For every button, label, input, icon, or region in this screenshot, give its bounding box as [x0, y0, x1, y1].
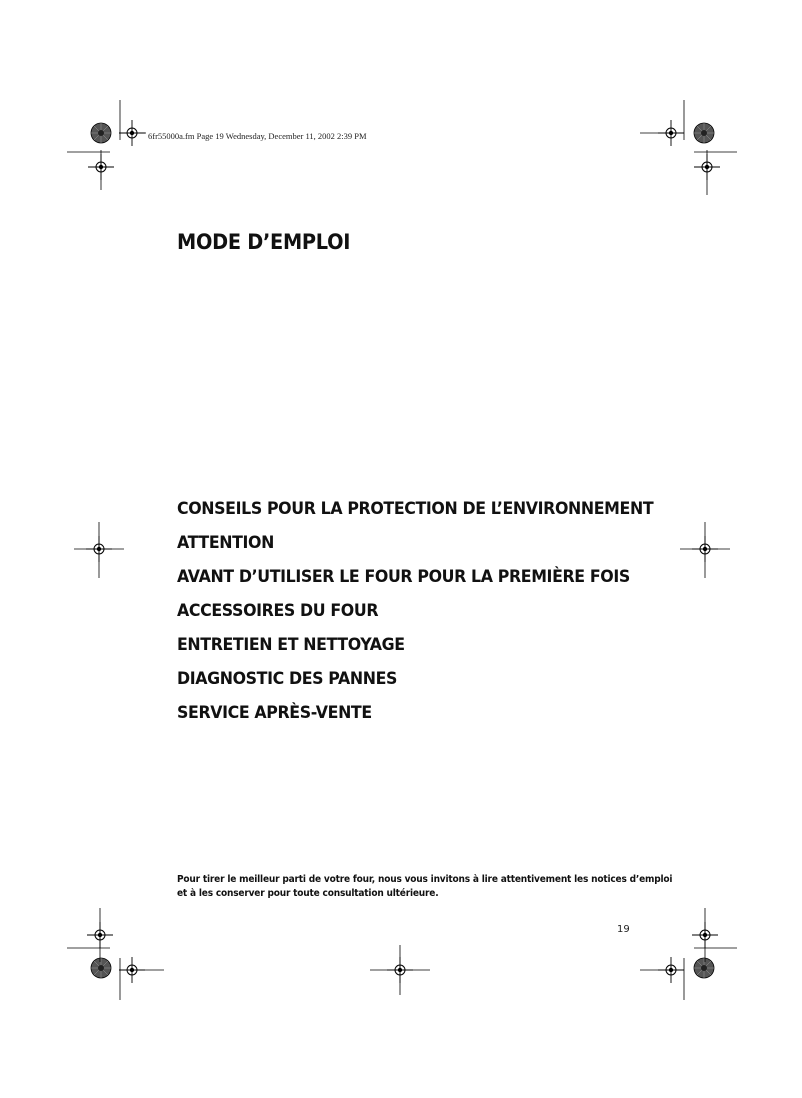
section-heading: SERVICE APRÈS-VENTE: [177, 703, 372, 723]
section-heading: ACCESSOIRES DU FOUR: [177, 601, 379, 621]
usage-note-line: et à les conserver pour toute consultation ultérieure.: [177, 888, 439, 899]
color-target-icon: [694, 123, 714, 143]
page-title: MODE D’EMPLOI: [177, 230, 351, 254]
page-number: 19: [617, 924, 630, 935]
section-heading: ENTRETIEN ET NETTOYAGE: [177, 635, 405, 655]
color-target-icon: [91, 958, 111, 978]
color-target-icon: [91, 123, 111, 143]
section-list: [177, 497, 689, 735]
section-heading: DIAGNOSTIC DES PANNES: [177, 669, 398, 689]
section-heading: CONSEILS POUR LA PROTECTION DE L’ENVIRONNEMENT: [177, 499, 654, 519]
file-slug: 6fr55000a.fm Page 19 Wednesday, December 11, 2002 2:39 PM: [148, 131, 367, 141]
section-heading: AVANT D’UTILISER LE FOUR POUR LA PREMIÈRE FOIS: [177, 567, 630, 587]
color-target-icon: [694, 958, 714, 978]
usage-note-line: Pour tirer le meilleur parti de votre four, nous vous invitons à lire attentivement les notices d’emploi: [177, 874, 673, 885]
usage-note: [177, 873, 673, 901]
section-heading: ATTENTION: [177, 533, 274, 553]
